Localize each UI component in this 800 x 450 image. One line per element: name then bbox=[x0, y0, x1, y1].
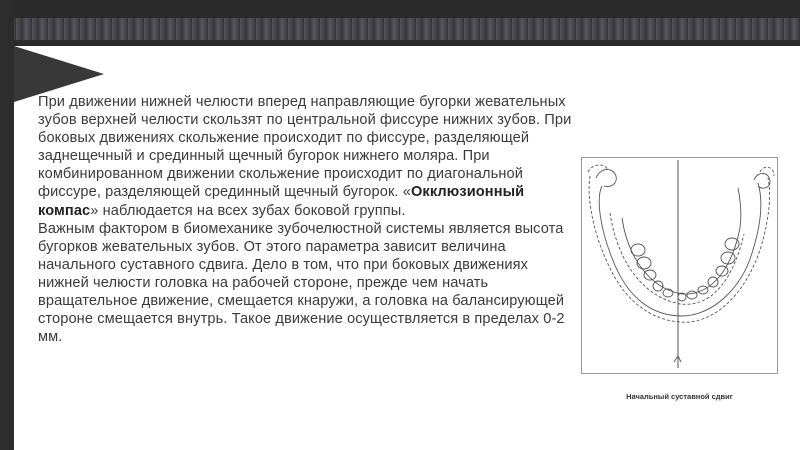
mandible-drawing bbox=[582, 158, 777, 373]
slide-body-text bbox=[38, 93, 578, 346]
paragraph1-text-end: » наблюдается на всех зубах боковой группы. bbox=[90, 202, 406, 219]
mandible-diagram bbox=[581, 157, 778, 374]
top-decorative-band bbox=[0, 0, 800, 46]
paragraph-joint-shift: Важным фактором в биомеханике зубочелюстной системы является высота бугорков жевательных зубов. От этого параметра зависит величина начального суставного сдвига. Дело в том, что при боковых движениях нижней челюсти головка на рабочей стороне, прежде чем начать вращательное движение, смещается кнаружи, а головка на балансирующей стороне смещается внутрь. Такое движение осуществляется в пределах 0-2 мм. bbox=[38, 220, 565, 346]
occlusal-compass-term: Окклюзионный компас bbox=[38, 184, 525, 219]
left-decorative-bar bbox=[0, 0, 14, 450]
paragraph-occlusal-compass bbox=[38, 93, 578, 220]
figure-caption: Начальный суставной сдвиг bbox=[626, 392, 733, 401]
paragraph1-text: При движении нижней челюсти вперед направляющие бугорки жевательных зубов верхней челюсти скользят по центральной фиссуре нижних зубов. При боковых движениях скольжение происходит по фиссуре, разделяющей заднещечный и срединный щечный бугорок нижнего моляра. При комбинированном движении скольжение происходит по диагональной фиссуре, разделяющей срединный щечный бугорок. « bbox=[38, 94, 572, 201]
